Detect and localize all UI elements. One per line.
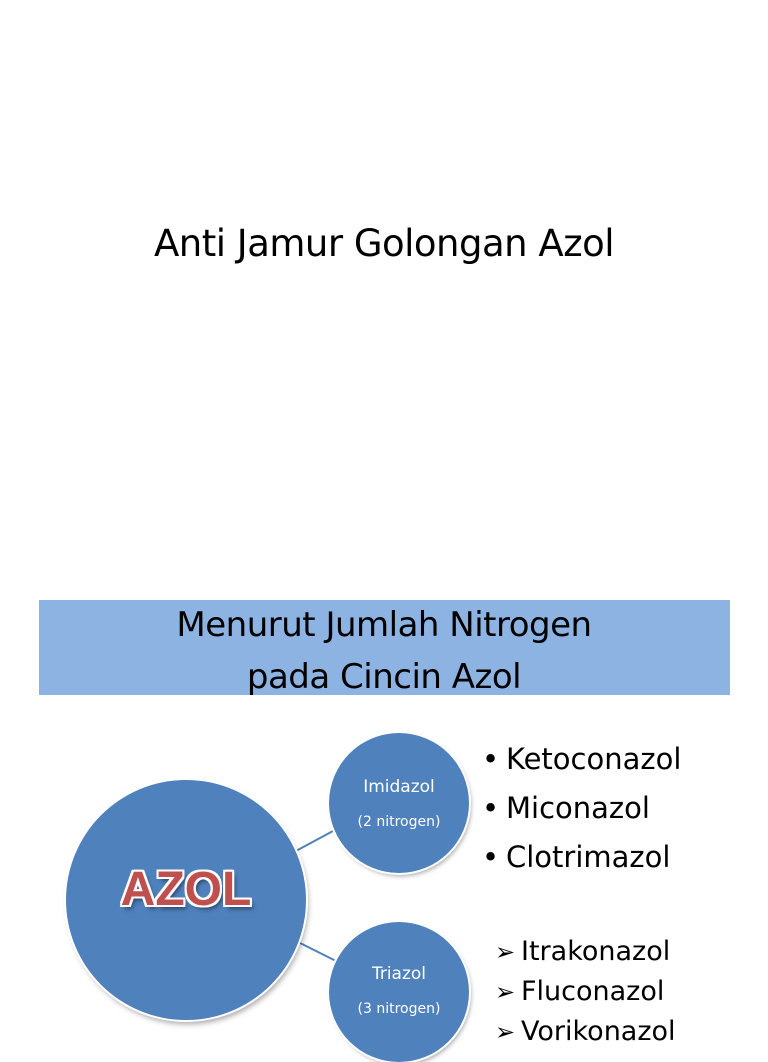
list-item [482, 735, 681, 784]
triazol-circle [329, 922, 469, 1062]
list-item [495, 1012, 676, 1052]
arrow-bullet-icon: ➢ [495, 938, 516, 966]
drug-name: Itrakonazol [521, 936, 671, 967]
imidazol-label: Imidazol [363, 777, 435, 797]
drug-name: Ketoconazol [506, 742, 682, 776]
drug-name: Vorikonazol [521, 1016, 676, 1047]
header-line-1: Menurut Jumlah Nitrogen [176, 605, 592, 645]
drug-name: Miconazol [506, 791, 650, 825]
triazol-drug-list [495, 932, 676, 1052]
slide-title: Anti Jamur Golongan Azol [153, 222, 615, 265]
drug-name: Fluconazol [521, 976, 665, 1007]
azol-label: AZOL [120, 863, 252, 916]
connector-imidazol [294, 831, 333, 852]
list-item [482, 784, 681, 833]
imidazol-circle [329, 733, 469, 873]
triazol-note: (3 nitrogen) [357, 1001, 441, 1017]
bullet-icon: • [482, 840, 500, 874]
bullet-icon: • [482, 742, 500, 776]
imidazol-note: (2 nitrogen) [357, 814, 441, 830]
list-item [495, 972, 676, 1012]
triazol-label: Triazol [371, 964, 427, 984]
drug-name: Clotrimazol [506, 840, 671, 874]
list-item [482, 833, 681, 882]
list-item [495, 932, 676, 972]
bullet-icon: • [482, 791, 500, 825]
arrow-bullet-icon: ➢ [495, 1018, 516, 1046]
connector-triazol [298, 942, 338, 962]
header-line-2: pada Cincin Azol [246, 657, 522, 697]
imidazol-drug-list [482, 735, 681, 882]
arrow-bullet-icon: ➢ [495, 978, 516, 1006]
